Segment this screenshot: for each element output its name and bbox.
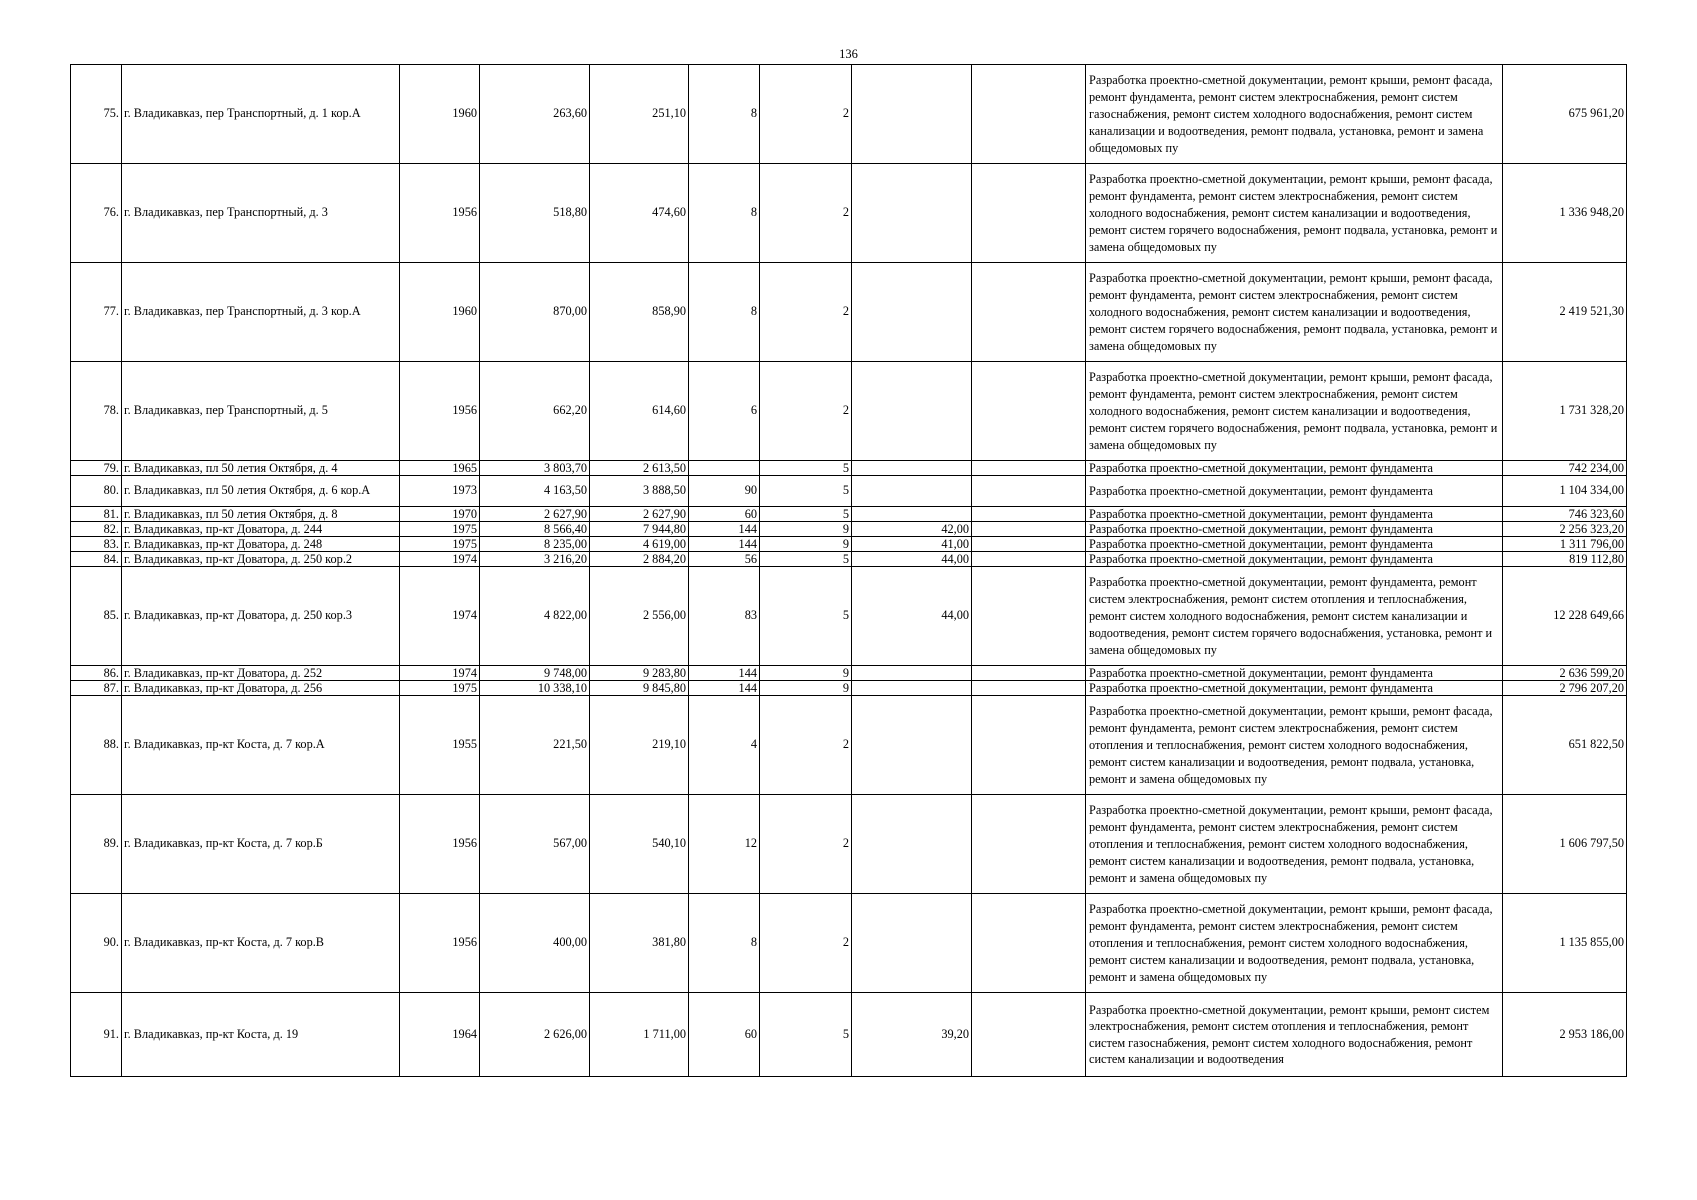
wear-percent-cell: 42,00 (852, 522, 972, 537)
total-area-cell: 518,80 (480, 164, 590, 263)
table-row (71, 461, 1627, 476)
cost-cell: 1 731 328,20 (1503, 362, 1627, 461)
works-description-cell: Разработка проектно-сметной документации, ремонт крыши, ремонт фасада, ремонт фундамента, ремонт систем электроснабжения, ремонт систем холодного водоснабжения, ремонт систем канализации и водоотведения, ремонт систем горячего водоснабжения, ремонт подвала, установка, ремонт и замена общедомовых пу (1086, 164, 1503, 263)
works-description-cell: Разработка проектно-сметной документации, ремонт крыши, ремонт фасада, ремонт фундамента, ремонт систем электроснабжения, ремонт систем отопления и теплоснабжения, ремонт систем холодного водоснабжения, ремонт систем канализации и водоотведения, ремонт подвала, установка, ремонт и замена общедомовых пу (1086, 795, 1503, 894)
address-cell: г. Владикавказ, пр-кт Коста, д. 19 (122, 993, 400, 1077)
residents-cell: 8 (689, 263, 760, 362)
living-area-cell: 614,60 (590, 362, 689, 461)
empty-cell (972, 65, 1086, 164)
table-row (71, 362, 1627, 461)
wear-percent-cell (852, 507, 972, 522)
total-area-cell: 4 163,50 (480, 476, 590, 507)
cost-cell: 1 606 797,50 (1503, 795, 1627, 894)
residents-cell: 8 (689, 65, 760, 164)
year-cell: 1975 (400, 681, 480, 696)
row-number: 78. (71, 362, 122, 461)
year-cell: 1970 (400, 507, 480, 522)
cost-cell: 1 311 796,00 (1503, 537, 1627, 552)
year-cell: 1960 (400, 263, 480, 362)
living-area-cell: 474,60 (590, 164, 689, 263)
total-area-cell: 2 627,90 (480, 507, 590, 522)
total-area-cell: 662,20 (480, 362, 590, 461)
year-cell: 1960 (400, 65, 480, 164)
residents-cell: 8 (689, 164, 760, 263)
empty-cell (972, 552, 1086, 567)
table-row (71, 666, 1627, 681)
table-row (71, 522, 1627, 537)
table-row (71, 164, 1627, 263)
cost-cell: 2 419 521,30 (1503, 263, 1627, 362)
address-cell: г. Владикавказ, пл 50 летия Октября, д. 8 (122, 507, 400, 522)
year-cell: 1974 (400, 666, 480, 681)
empty-cell (972, 507, 1086, 522)
cost-cell: 675 961,20 (1503, 65, 1627, 164)
row-number: 91. (71, 993, 122, 1077)
address-cell: г. Владикавказ, пр-кт Коста, д. 7 кор.А (122, 696, 400, 795)
works-description-cell: Разработка проектно-сметной документации, ремонт фундамента (1086, 461, 1503, 476)
floors-cell: 2 (760, 263, 852, 362)
address-cell: г. Владикавказ, пер Транспортный, д. 5 (122, 362, 400, 461)
empty-cell (972, 362, 1086, 461)
cost-cell: 2 796 207,20 (1503, 681, 1627, 696)
floors-cell: 2 (760, 696, 852, 795)
living-area-cell: 9 283,80 (590, 666, 689, 681)
residents-cell: 144 (689, 522, 760, 537)
works-description-cell: Разработка проектно-сметной документации, ремонт фундамента (1086, 537, 1503, 552)
table-row (71, 696, 1627, 795)
cost-cell: 1 336 948,20 (1503, 164, 1627, 263)
total-area-cell: 10 338,10 (480, 681, 590, 696)
year-cell: 1965 (400, 461, 480, 476)
cost-cell: 746 323,60 (1503, 507, 1627, 522)
total-area-cell: 400,00 (480, 894, 590, 993)
total-area-cell: 9 748,00 (480, 666, 590, 681)
wear-percent-cell (852, 263, 972, 362)
address-cell: г. Владикавказ, пл 50 летия Октября, д. 6 кор.А (122, 476, 400, 507)
year-cell: 1956 (400, 795, 480, 894)
wear-percent-cell (852, 164, 972, 263)
wear-percent-cell (852, 476, 972, 507)
living-area-cell: 858,90 (590, 263, 689, 362)
row-number: 80. (71, 476, 122, 507)
works-description-cell: Разработка проектно-сметной документации, ремонт фундамента (1086, 507, 1503, 522)
floors-cell: 5 (760, 993, 852, 1077)
empty-cell (972, 666, 1086, 681)
table-row (71, 537, 1627, 552)
table-row (71, 507, 1627, 522)
works-description-cell: Разработка проектно-сметной документации, ремонт крыши, ремонт фасада, ремонт фундамента, ремонт систем электроснабжения, ремонт систем отопления и теплоснабжения, ремонт систем холодного водоснабжения, ремонт систем канализации и водоотведения, ремонт подвала, установка, ремонт и замена общедомовых пу (1086, 894, 1503, 993)
table-row (71, 993, 1627, 1077)
total-area-cell: 263,60 (480, 65, 590, 164)
table-row (71, 681, 1627, 696)
address-cell: г. Владикавказ, пр-кт Доватора, д. 248 (122, 537, 400, 552)
year-cell: 1964 (400, 993, 480, 1077)
living-area-cell: 9 845,80 (590, 681, 689, 696)
works-description-cell: Разработка проектно-сметной документации, ремонт крыши, ремонт фасада, ремонт фундамента, ремонт систем электроснабжения, ремонт систем отопления и теплоснабжения, ремонт систем холодного водоснабжения, ремонт систем канализации и водоотведения, ремонт подвала, установка, ремонт и замена общедомовых пу (1086, 696, 1503, 795)
wear-percent-cell (852, 461, 972, 476)
table-body (71, 65, 1627, 1077)
residents-cell: 90 (689, 476, 760, 507)
address-cell: г. Владикавказ, пр-кт Доватора, д. 250 кор.2 (122, 552, 400, 567)
floors-cell: 5 (760, 476, 852, 507)
address-cell: г. Владикавказ, пер Транспортный, д. 3 кор.А (122, 263, 400, 362)
total-area-cell: 4 822,00 (480, 567, 590, 666)
table-row (71, 795, 1627, 894)
total-area-cell: 567,00 (480, 795, 590, 894)
table-row (71, 567, 1627, 666)
living-area-cell: 1 711,00 (590, 993, 689, 1077)
floors-cell: 9 (760, 537, 852, 552)
empty-cell (972, 476, 1086, 507)
cost-cell: 651 822,50 (1503, 696, 1627, 795)
floors-cell: 5 (760, 567, 852, 666)
floors-cell: 9 (760, 666, 852, 681)
residents-cell: 60 (689, 993, 760, 1077)
total-area-cell: 3 216,20 (480, 552, 590, 567)
page-number: 136 (839, 47, 858, 61)
floors-cell: 9 (760, 522, 852, 537)
floors-cell: 9 (760, 681, 852, 696)
wear-percent-cell (852, 795, 972, 894)
works-description-cell: Разработка проектно-сметной документации, ремонт крыши, ремонт фасада, ремонт фундамента, ремонт систем электроснабжения, ремонт систем холодного водоснабжения, ремонт систем канализации и водоотведения, ремонт систем горячего водоснабжения, ремонт подвала, установка, ремонт и замена общедомовых пу (1086, 263, 1503, 362)
total-area-cell: 2 626,00 (480, 993, 590, 1077)
living-area-cell: 540,10 (590, 795, 689, 894)
address-cell: г. Владикавказ, пл 50 летия Октября, д. 4 (122, 461, 400, 476)
living-area-cell: 4 619,00 (590, 537, 689, 552)
table-row (71, 476, 1627, 507)
wear-percent-cell (852, 681, 972, 696)
total-area-cell: 870,00 (480, 263, 590, 362)
living-area-cell: 2 556,00 (590, 567, 689, 666)
row-number: 75. (71, 65, 122, 164)
empty-cell (972, 537, 1086, 552)
living-area-cell: 2 627,90 (590, 507, 689, 522)
empty-cell (972, 681, 1086, 696)
wear-percent-cell: 44,00 (852, 552, 972, 567)
floors-cell: 5 (760, 552, 852, 567)
wear-percent-cell: 44,00 (852, 567, 972, 666)
row-number: 82. (71, 522, 122, 537)
total-area-cell: 3 803,70 (480, 461, 590, 476)
floors-cell: 2 (760, 894, 852, 993)
address-cell: г. Владикавказ, пер Транспортный, д. 1 кор.А (122, 65, 400, 164)
floors-cell: 5 (760, 507, 852, 522)
total-area-cell: 8 235,00 (480, 537, 590, 552)
wear-percent-cell: 41,00 (852, 537, 972, 552)
works-description-cell: Разработка проектно-сметной документации, ремонт фундамента (1086, 476, 1503, 507)
row-number: 76. (71, 164, 122, 263)
table-row (71, 65, 1627, 164)
total-area-cell: 8 566,40 (480, 522, 590, 537)
row-number: 79. (71, 461, 122, 476)
living-area-cell: 7 944,80 (590, 522, 689, 537)
living-area-cell: 381,80 (590, 894, 689, 993)
living-area-cell: 219,10 (590, 696, 689, 795)
empty-cell (972, 567, 1086, 666)
table-row (71, 263, 1627, 362)
cost-cell: 742 234,00 (1503, 461, 1627, 476)
row-number: 81. (71, 507, 122, 522)
living-area-cell: 2 884,20 (590, 552, 689, 567)
year-cell: 1974 (400, 567, 480, 666)
works-description-cell: Разработка проектно-сметной документации, ремонт фундамента (1086, 681, 1503, 696)
address-cell: г. Владикавказ, пр-кт Коста, д. 7 кор.В (122, 894, 400, 993)
works-description-cell: Разработка проектно-сметной документации, ремонт фундамента (1086, 666, 1503, 681)
residents-cell (689, 461, 760, 476)
works-description-cell: Разработка проектно-сметной документации, ремонт крыши, ремонт фасада, ремонт фундамента, ремонт систем электроснабжения, ремонт систем газоснабжения, ремонт систем холодного водоснабжения, ремонт систем канализации и водоотведения, ремонт подвала, установка, ремонт и замена общедомовых пу (1086, 65, 1503, 164)
empty-cell (972, 993, 1086, 1077)
wear-percent-cell (852, 894, 972, 993)
wear-percent-cell (852, 696, 972, 795)
year-cell: 1975 (400, 537, 480, 552)
residents-cell: 144 (689, 537, 760, 552)
works-description-cell: Разработка проектно-сметной документации, ремонт крыши, ремонт фасада, ремонт фундамента, ремонт систем электроснабжения, ремонт систем холодного водоснабжения, ремонт систем канализации и водоотведения, ремонт систем горячего водоснабжения, ремонт подвала, установка, ремонт и замена общедомовых пу (1086, 362, 1503, 461)
row-number: 84. (71, 552, 122, 567)
empty-cell (972, 795, 1086, 894)
residents-cell: 12 (689, 795, 760, 894)
address-cell: г. Владикавказ, пр-кт Доватора, д. 252 (122, 666, 400, 681)
wear-percent-cell (852, 65, 972, 164)
cost-cell: 1 135 855,00 (1503, 894, 1627, 993)
year-cell: 1955 (400, 696, 480, 795)
total-area-cell: 221,50 (480, 696, 590, 795)
year-cell: 1956 (400, 362, 480, 461)
cost-cell: 2 256 323,20 (1503, 522, 1627, 537)
address-cell: г. Владикавказ, пр-кт Доватора, д. 250 кор.3 (122, 567, 400, 666)
address-cell: г. Владикавказ, пр-кт Доватора, д. 256 (122, 681, 400, 696)
row-number: 88. (71, 696, 122, 795)
cost-cell: 819 112,80 (1503, 552, 1627, 567)
residents-cell: 144 (689, 681, 760, 696)
year-cell: 1956 (400, 894, 480, 993)
cost-cell: 12 228 649,66 (1503, 567, 1627, 666)
works-description-cell: Разработка проектно-сметной документации, ремонт фундамента (1086, 522, 1503, 537)
floors-cell: 2 (760, 164, 852, 263)
wear-percent-cell (852, 666, 972, 681)
address-cell: г. Владикавказ, пр-кт Доватора, д. 244 (122, 522, 400, 537)
living-area-cell: 3 888,50 (590, 476, 689, 507)
residents-cell: 144 (689, 666, 760, 681)
empty-cell (972, 164, 1086, 263)
row-number: 86. (71, 666, 122, 681)
row-number: 89. (71, 795, 122, 894)
residents-cell: 60 (689, 507, 760, 522)
cost-cell: 2 953 186,00 (1503, 993, 1627, 1077)
residents-cell: 83 (689, 567, 760, 666)
empty-cell (972, 461, 1086, 476)
cost-cell: 1 104 334,00 (1503, 476, 1627, 507)
empty-cell (972, 696, 1086, 795)
year-cell: 1975 (400, 522, 480, 537)
works-description-cell: Разработка проектно-сметной документации, ремонт фундамента, ремонт систем электроснабжения, ремонт систем отопления и теплоснабжения, ремонт систем холодного водоснабжения, ремонт систем канализации и водоотведения, ремонт систем горячего водоснабжения, установка, ремонт и замена общедомовых пу (1086, 567, 1503, 666)
empty-cell (972, 263, 1086, 362)
table-row (71, 894, 1627, 993)
year-cell: 1973 (400, 476, 480, 507)
empty-cell (972, 894, 1086, 993)
floors-cell: 5 (760, 461, 852, 476)
works-description-cell: Разработка проектно-сметной документации, ремонт крыши, ремонт систем электроснабжения, ремонт систем отопления и теплоснабжения, ремонт систем газоснабжения, ремонт систем холодного водоснабжения, ремонт систем канализации и водоотведения (1086, 993, 1503, 1077)
floors-cell: 2 (760, 795, 852, 894)
residents-cell: 4 (689, 696, 760, 795)
address-cell: г. Владикавказ, пр-кт Коста, д. 7 кор.Б (122, 795, 400, 894)
table-row (71, 552, 1627, 567)
cost-cell: 2 636 599,20 (1503, 666, 1627, 681)
row-number: 85. (71, 567, 122, 666)
works-description-cell: Разработка проектно-сметной документации, ремонт фундамента (1086, 552, 1503, 567)
row-number: 90. (71, 894, 122, 993)
wear-percent-cell: 39,20 (852, 993, 972, 1077)
wear-percent-cell (852, 362, 972, 461)
living-area-cell: 2 613,50 (590, 461, 689, 476)
floors-cell: 2 (760, 362, 852, 461)
year-cell: 1956 (400, 164, 480, 263)
residents-cell: 6 (689, 362, 760, 461)
year-cell: 1974 (400, 552, 480, 567)
floors-cell: 2 (760, 65, 852, 164)
living-area-cell: 251,10 (590, 65, 689, 164)
address-cell: г. Владикавказ, пер Транспортный, д. 3 (122, 164, 400, 263)
repair-registry-table (70, 64, 1627, 1077)
residents-cell: 8 (689, 894, 760, 993)
row-number: 77. (71, 263, 122, 362)
empty-cell (972, 522, 1086, 537)
residents-cell: 56 (689, 552, 760, 567)
row-number: 87. (71, 681, 122, 696)
row-number: 83. (71, 537, 122, 552)
